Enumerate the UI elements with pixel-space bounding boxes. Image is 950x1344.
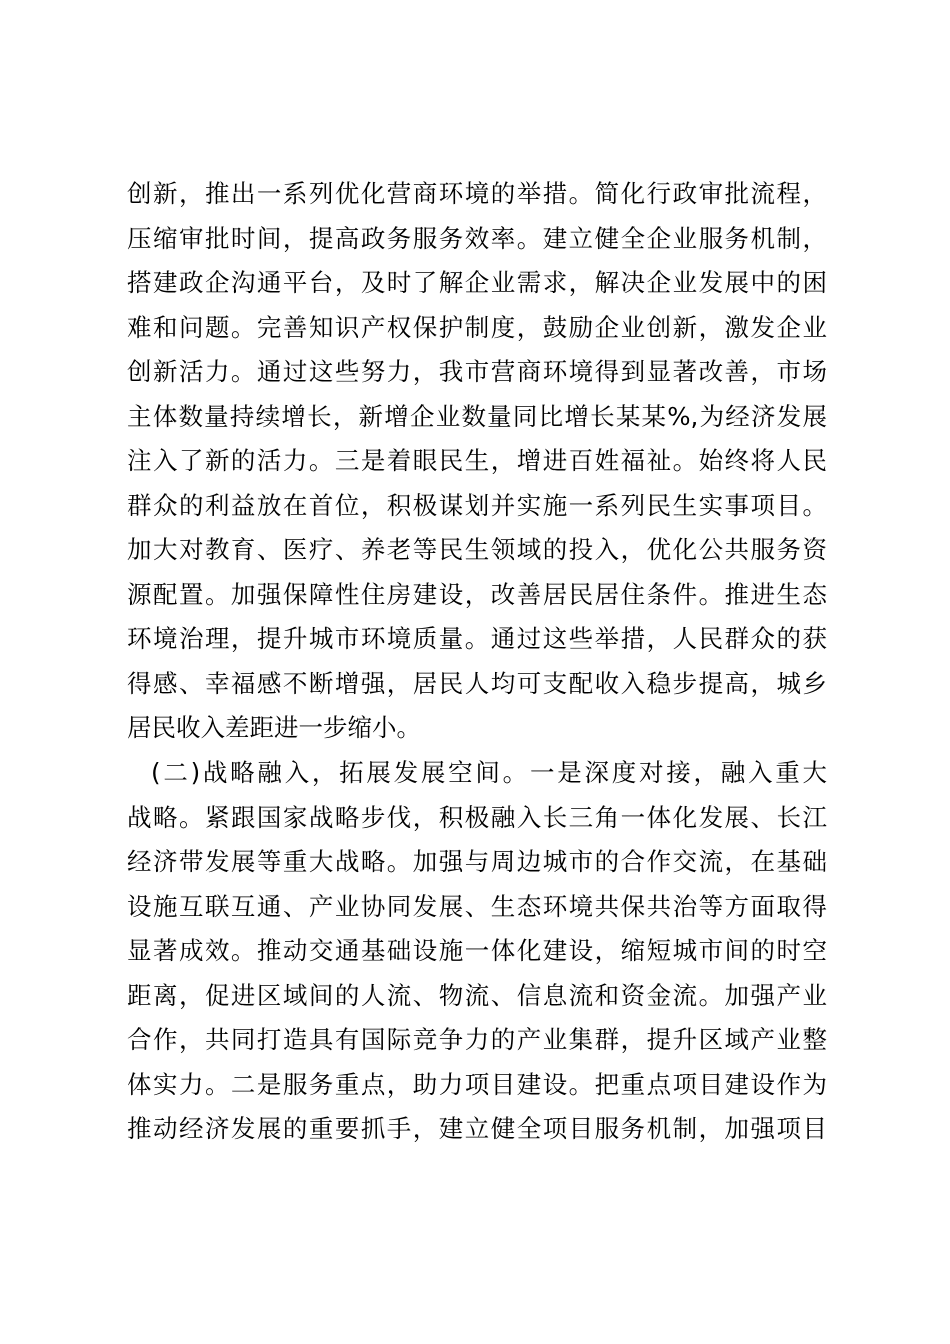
text-line: 显著成效。推动交通基础设施一体化建设，缩短城市间的时空 bbox=[127, 936, 827, 965]
text-line: 主体数量持续增长，新增企业数量同比增长某某%,为经济发展 bbox=[127, 401, 827, 431]
paragraph-2 bbox=[127, 751, 827, 1152]
text-line: 搭建政企沟通平台，及时了解企业需求，解决企业发展中的困 bbox=[127, 268, 827, 297]
text-line: 得感、幸福感不断增强，居民人均可支配收入稳步提高，城乡 bbox=[127, 668, 827, 698]
text-line: 战略。紧跟国家战略步伐，积极融入长三角一体化发展、长江 bbox=[127, 802, 827, 832]
text-line: 创新，推出一系列优化营商环境的举措。简化行政审批流程， bbox=[127, 179, 827, 208]
text-line: (二)战略融入，拓展发展空间。一是深度对接，融入重大 bbox=[151, 758, 827, 787]
text-line: 环境治理，提升城市环境质量。通过这些举措，人民群众的获 bbox=[127, 624, 827, 653]
text-line: 体实力。二是服务重点，助力项目建设。把重点项目建设作为 bbox=[127, 1069, 827, 1099]
text-line: 注入了新的活力。三是着眼民生，增进百姓福祉。始终将人民 bbox=[127, 446, 827, 475]
text-line: 设施互联互通、产业协同发展、生态环境共保共治等方面取得 bbox=[127, 891, 827, 921]
text-line: 经济带发展等重大战略。加强与周边城市的合作交流，在基础 bbox=[127, 847, 827, 876]
text-line: 源配置。加强保障性住房建设，改善居民居住条件。推进生态 bbox=[127, 579, 827, 609]
paragraph-1 bbox=[127, 172, 827, 751]
text-line: 推动经济发展的重要抓手，建立健全项目服务机制，加强项目 bbox=[127, 1114, 827, 1143]
text-line: 加大对教育、医疗、养老等民生领域的投入，优化公共服务资 bbox=[127, 535, 827, 564]
text-line: 居民收入差距进一步缩小。 bbox=[127, 713, 421, 742]
text-line: 难和问题。完善知识产权保护制度，鼓励企业创新，激发企业 bbox=[127, 312, 827, 342]
text-line: 合作，共同打造具有国际竞争力的产业集群，提升区域产业整 bbox=[127, 1025, 827, 1054]
text-line: 压缩审批时间，提高政务服务效率。建立健全企业服务机制， bbox=[127, 223, 827, 253]
text-line: 创新活力。通过这些努力，我市营商环境得到显著改善，市场 bbox=[127, 357, 827, 386]
text-line: 群众的利益放在首位，积极谋划并实施一系列民生实事项目。 bbox=[127, 490, 827, 520]
text-line: 距离，促进区域间的人流、物流、信息流和资金流。加强产业 bbox=[127, 980, 827, 1010]
